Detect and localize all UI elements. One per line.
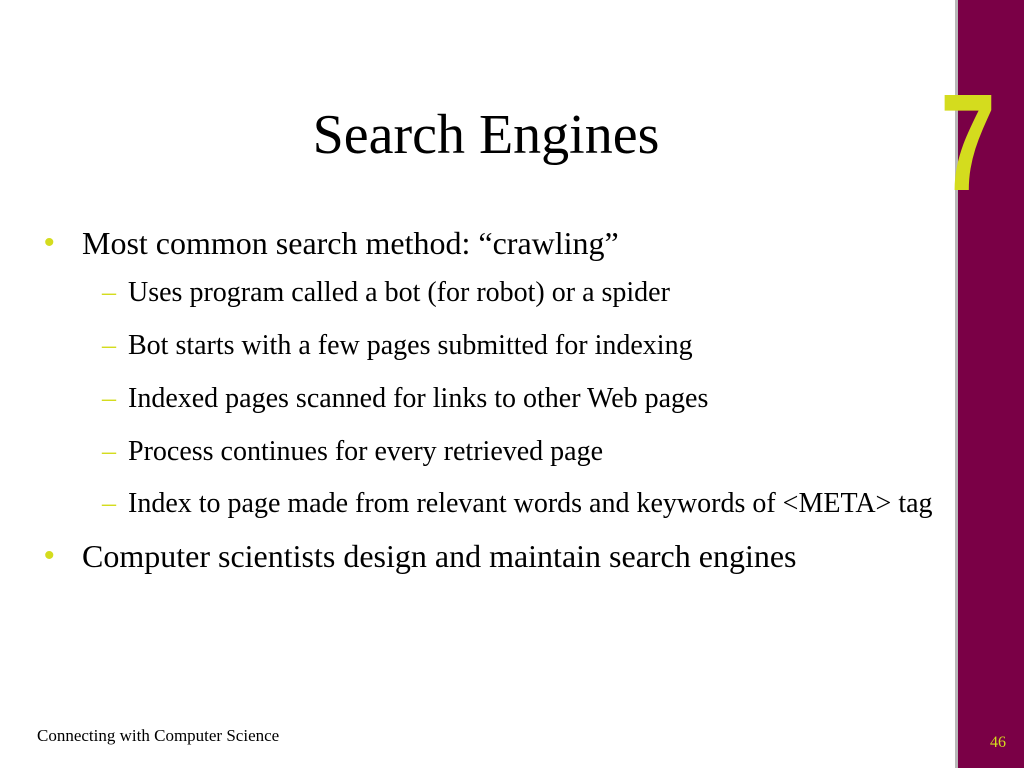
sub-bullet-item (102, 431, 948, 473)
sub-bullet-item (102, 378, 948, 420)
dash-icon: – (102, 277, 116, 308)
sub-bullet-list (44, 272, 944, 524)
sub-bullet-item (102, 325, 948, 367)
dash-icon: – (102, 383, 116, 414)
slide-title: Search Engines (312, 104, 660, 166)
sub-bullet-text: Indexed pages scanned for links to other Web pages (128, 383, 709, 414)
sub-bullet-text: Process continues for every retrieved page (128, 436, 604, 467)
dash-icon: – (102, 330, 116, 361)
bullet-text: Most common search method: “crawling” (82, 225, 619, 261)
sub-bullet-text: Index to page made from relevant words and keywords of <META> tag (128, 488, 933, 519)
chapter-number: 7 (940, 66, 996, 220)
sub-bullet-text: Uses program called a bot (for robot) or a spider (128, 277, 670, 308)
bullet-list (44, 222, 944, 583)
bullet-dot-icon: • (44, 539, 55, 572)
bullet-dot-icon: • (44, 226, 55, 259)
sub-bullet-item (102, 484, 948, 524)
page-number: 46 (990, 734, 1006, 751)
dash-icon: – (102, 436, 116, 467)
bullet-item-crawling (44, 222, 944, 264)
footer-course-title: Connecting with Computer Science (37, 726, 280, 745)
dash-icon: – (102, 488, 116, 519)
bullet-text: Computer scientists design and maintain search engines (82, 538, 797, 574)
bullet-item-computer-scientists (44, 535, 944, 577)
sub-bullet-item (102, 272, 948, 314)
sub-bullet-text: Bot starts with a few pages submitted for indexing (128, 330, 693, 361)
